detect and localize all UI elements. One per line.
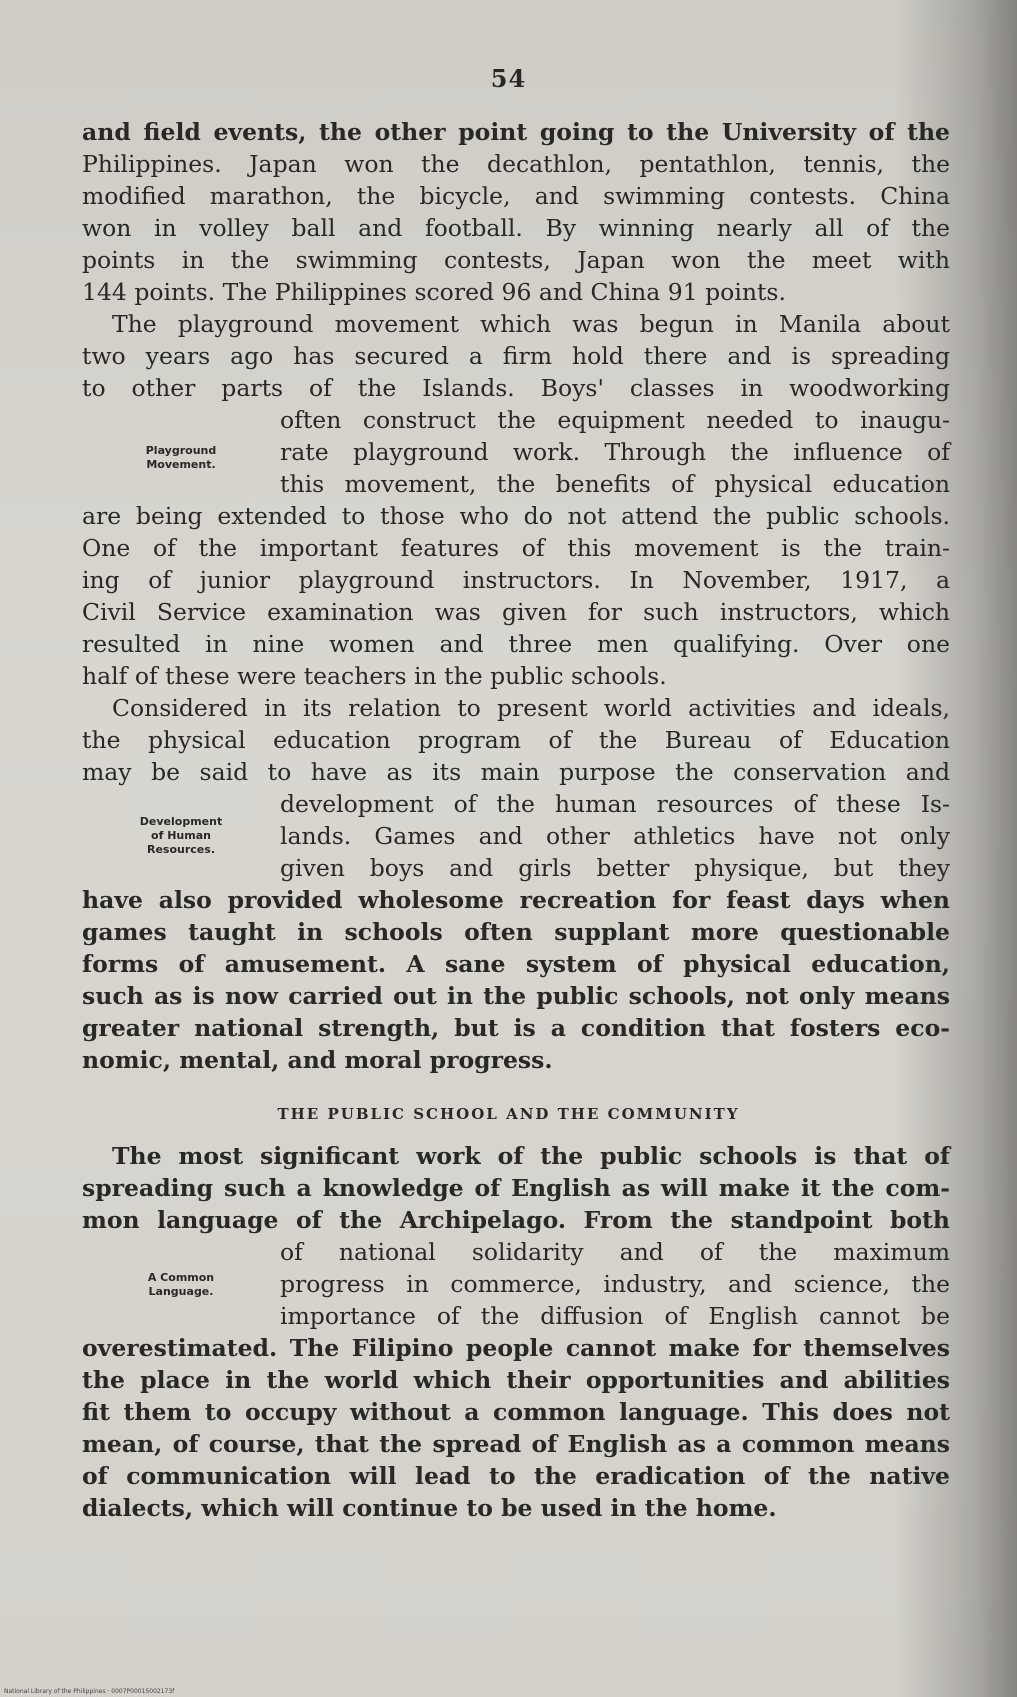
text-line: Considered in its relation to present world activities and ideals, (112, 694, 950, 722)
text-line: games taught in schools often supplant more questionable (82, 918, 950, 946)
text-line: the physical education program of the Bureau of Education (82, 726, 950, 754)
paragraph-athletics (82, 116, 950, 308)
text-line: Philippines. Japan won the decathlon, pentathlon, tennis, the (82, 150, 950, 178)
text-line: mon language of the Archipelago. From the standpoint both (82, 1206, 950, 1234)
text-line: and field events, the other point going to the University of the (82, 118, 950, 146)
sidenote-line: Development (139, 815, 223, 828)
text-line: points in the swimming contests, Japan won the meet with (82, 246, 950, 274)
text-line: development of the human resources of these Is- (280, 790, 950, 818)
text-line: modified marathon, the bicycle, and swimming contests. China (82, 182, 950, 210)
sidenote-common-language (126, 1271, 236, 1299)
text-line: are being extended to those who do not attend the public schools. (82, 502, 950, 530)
text-line: Civil Service examination was given for such instructors, which (82, 598, 950, 626)
text-line: importance of the diffusion of English cannot be (280, 1302, 950, 1330)
text-line: of national solidarity and of the maximum (280, 1238, 950, 1266)
text-line: half of these were teachers in the public schools. (82, 662, 667, 690)
text-line: ing of junior playground instructors. In November, 1917, a (82, 566, 950, 594)
text-line: dialects, which will continue to be used in the home. (82, 1494, 777, 1522)
sidenote-line: Movement. (146, 458, 216, 471)
text-line: the place in the world which their opportunities and abilities (82, 1366, 950, 1394)
text-line: mean, of course, that the spread of English as a common means (82, 1430, 950, 1458)
text-line: 144 points. The Philippines scored 96 and China 91 points. (82, 278, 786, 306)
footer-watermark: National Library of the Philippines · 0007P00015002173f (4, 1688, 175, 1695)
text-line: won in volley ball and football. By winning nearly all of the (82, 214, 950, 242)
text-line: lands. Games and other athletics have not only (280, 822, 950, 850)
section-heading: THE PUBLIC SCHOOL AND THE COMMUNITY (277, 1105, 740, 1123)
text-line: this movement, the benefits of physical education (280, 470, 950, 498)
text-line: forms of amusement. A sane system of physical education, (82, 950, 950, 978)
sidenote-playground-movement (126, 444, 236, 472)
text-line: One of the important features of this movement is the train- (82, 534, 950, 562)
text-line: to other parts of the Islands. Boys' classes in woodworking (82, 374, 950, 402)
text-line: rate playground work. Through the influence of (280, 438, 950, 466)
text-line: often construct the equipment needed to inaugu- (280, 406, 950, 434)
paragraph-common-language (82, 1140, 950, 1524)
text-line: nomic, mental, and moral progress. (82, 1046, 553, 1074)
text-line: The playground movement which was begun in Manila about (112, 310, 950, 338)
text-line: spreading such a knowledge of English as will make it the com- (82, 1174, 950, 1202)
text-line: greater national strength, but is a condition that fosters eco- (82, 1014, 950, 1042)
paragraph-playground (82, 308, 950, 692)
text-line: of communication will lead to the eradication of the native (82, 1462, 950, 1490)
sidenote-human-resources (126, 815, 236, 857)
sidenote-line: Language. (148, 1285, 214, 1298)
text-line: two years ago has secured a firm hold there and is spreading (82, 342, 950, 370)
text-line: overestimated. The Filipino people cannot make for themselves (82, 1334, 950, 1362)
text-line: such as is now carried out in the public schools, not only means (82, 982, 950, 1010)
sidenote-line: A Common (147, 1271, 215, 1284)
sidenote-line: of Human (151, 829, 211, 842)
text-line: The most significant work of the public schools is that of (112, 1142, 950, 1170)
text-line: may be said to have as its main purpose the conservation and (82, 758, 950, 786)
paragraph-physical-education (82, 692, 950, 1076)
page-number: 54 (490, 64, 527, 93)
sidenote-line: Resources. (147, 843, 215, 856)
text-line: have also provided wholesome recreation for feast days when (82, 886, 950, 914)
text-line: given boys and girls better physique, but they (280, 854, 950, 882)
text-line: resulted in nine women and three men qualifying. Over one (82, 630, 950, 658)
sidenote-line: Playground (145, 444, 217, 457)
text-line: fit them to occupy without a common language. This does not (82, 1398, 950, 1426)
text-line: progress in commerce, industry, and science, the (280, 1270, 950, 1298)
